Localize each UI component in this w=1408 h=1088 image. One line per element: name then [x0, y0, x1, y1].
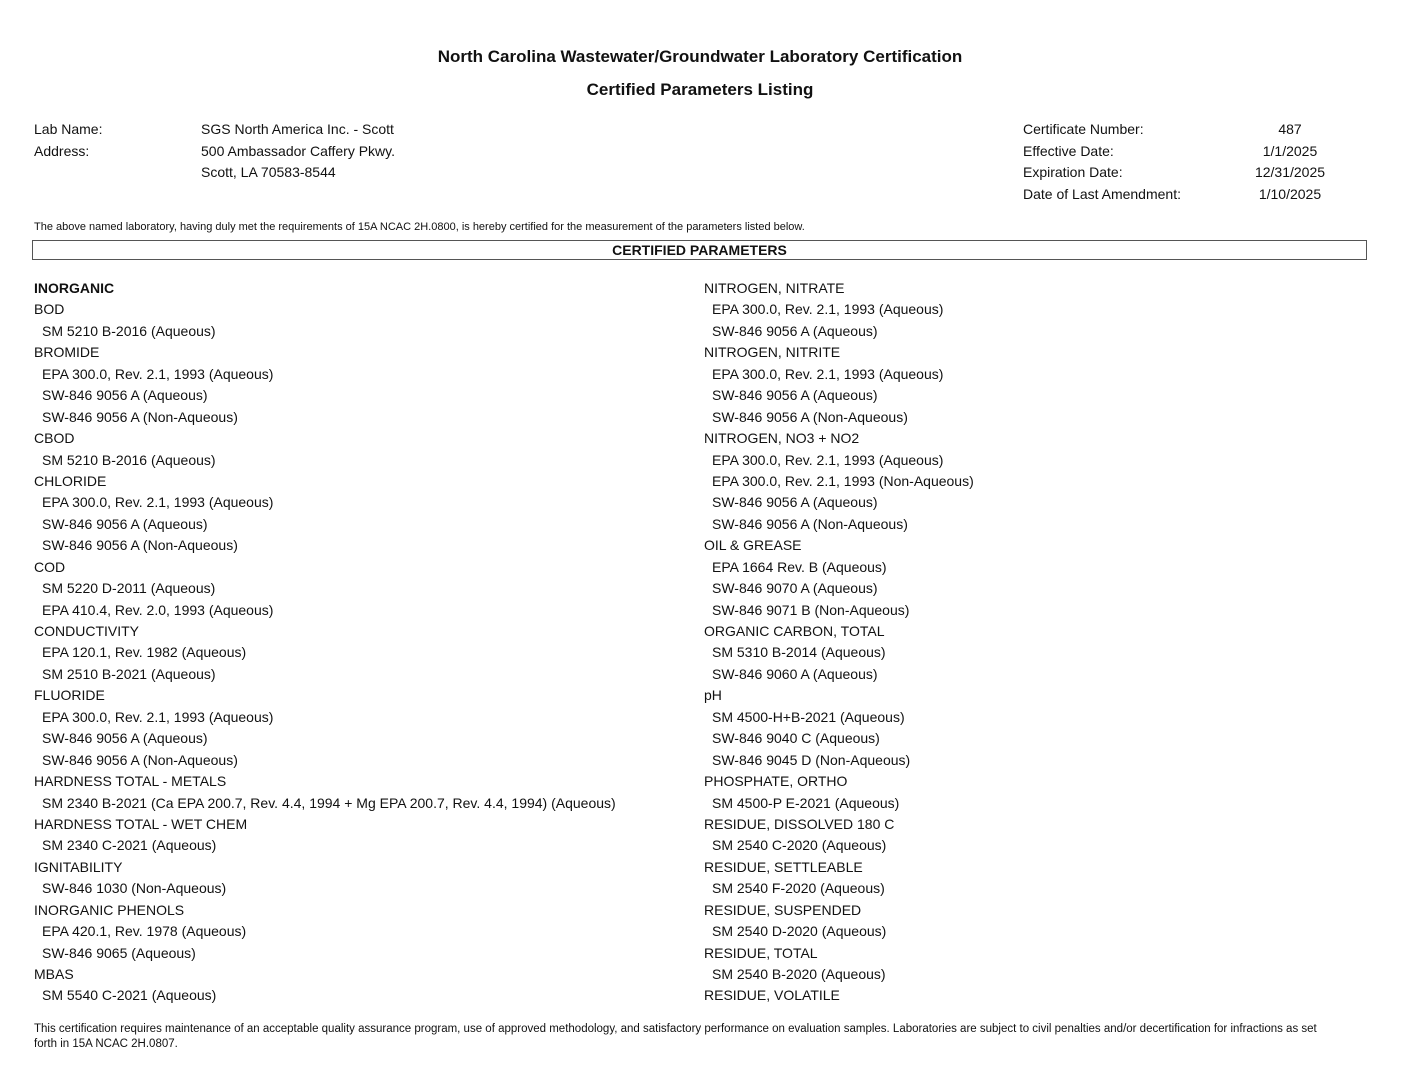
parameter-method: SM 2510 B-2021 (Aqueous) — [42, 665, 216, 682]
parameter-name: NITROGEN, NO3 + NO2 — [704, 430, 860, 447]
parameter-method: SW-846 9056 A (Aqueous) — [42, 730, 208, 747]
parameter-name: RESIDUE, DISSOLVED 180 C — [704, 815, 895, 832]
parameter-method: SM 4500-P E-2021 (Aqueous) — [712, 794, 900, 811]
amendment-date: 1/10/2025 — [1258, 185, 1322, 202]
parameter-method: SW-846 9056 A (Non-Aqueous) — [42, 408, 238, 425]
parameter-method: SW-846 9045 D (Non-Aqueous) — [712, 751, 911, 768]
parameter-method: EPA 300.0, Rev. 2.1, 1993 (Aqueous) — [42, 365, 274, 382]
certification-statement: The above named laboratory, having duly met the requirements of 15A NCAC 2H.0800, is hereby certified for the measurement of the parameters listed below. — [34, 221, 805, 233]
parameter-method: SM 5210 B-2016 (Aqueous) — [42, 451, 216, 468]
parameter-method: EPA 120.1, Rev. 1982 (Aqueous) — [42, 644, 247, 661]
parameter-method: EPA 410.4, Rev. 2.0, 1993 (Aqueous) — [42, 601, 274, 618]
parameter-name: HARDNESS TOTAL - WET CHEM — [34, 815, 248, 832]
parameter-method: SW-846 9056 A (Aqueous) — [712, 322, 878, 339]
lab-info-labels — [34, 119, 102, 162]
parameter-name: BROMIDE — [34, 344, 100, 361]
parameter-name: RESIDUE, VOLATILE — [704, 987, 840, 1004]
parameter-name: CHLORIDE — [34, 472, 107, 489]
lab-name: SGS North America Inc. - Scott — [201, 121, 394, 137]
parameter-method: SM 2540 F-2020 (Aqueous) — [712, 880, 885, 897]
lab-name-label: Lab Name: — [34, 121, 103, 137]
parameter-method: EPA 1664 Rev. B (Aqueous) — [712, 558, 887, 575]
certificate-labels — [1023, 119, 1181, 205]
effective-date: 1/1/2025 — [1262, 142, 1318, 159]
parameter-method: SW-846 9056 A (Non-Aqueous) — [712, 515, 908, 532]
parameter-method: SM 5210 B-2016 (Aqueous) — [42, 322, 216, 339]
parameter-name: OIL & GREASE — [704, 537, 802, 554]
parameter-method: SW-846 1030 (Non-Aqueous) — [42, 880, 227, 897]
parameter-method: EPA 300.0, Rev. 2.1, 1993 (Aqueous) — [712, 301, 944, 318]
parameter-method: EPA 300.0, Rev. 2.1, 1993 (Aqueous) — [42, 708, 274, 725]
parameter-name: CBOD — [34, 430, 75, 447]
parameter-method: SW-846 9056 A (Non-Aqueous) — [42, 537, 238, 554]
parameter-name: HARDNESS TOTAL - METALS — [34, 773, 227, 790]
parameter-method: EPA 300.0, Rev. 2.1, 1993 (Aqueous) — [712, 365, 944, 382]
parameter-name: COD — [34, 558, 66, 575]
parameter-method: SM 2540 B-2020 (Aqueous) — [712, 966, 886, 982]
document-title: North Carolina Wastewater/Groundwater Laboratory Certification — [437, 47, 963, 66]
parameter-method: SM 5310 B-2014 (Aqueous) — [712, 644, 886, 661]
address-label: Address: — [34, 142, 90, 159]
expiration-date: 12/31/2025 — [1254, 164, 1326, 180]
parameter-method: SW-846 9056 A (Aqueous) — [712, 387, 878, 404]
parameter-method: EPA 300.0, Rev. 2.1, 1993 (Non-Aqueous) — [712, 472, 974, 489]
parameter-method: SW-846 9071 B (Non-Aqueous) — [712, 601, 910, 618]
parameter-name: RESIDUE, TOTAL — [704, 944, 818, 961]
parameter-method: SW-846 9060 A (Aqueous) — [712, 665, 878, 682]
certificate-number: 487 — [1278, 121, 1302, 137]
parameter-name: PHOSPHATE, ORTHO — [704, 773, 848, 790]
parameter-method: SM 4500-H+B-2021 (Aqueous) — [712, 708, 905, 725]
parameter-name: CONDUCTIVITY — [34, 623, 139, 639]
parameter-name: FLUORIDE — [34, 687, 105, 704]
parameter-method: SW-846 9056 A (Aqueous) — [42, 387, 208, 404]
parameters-right-column — [704, 278, 974, 1007]
parameter-name: ORGANIC CARBON, TOTAL — [704, 623, 885, 639]
parameter-method: SW-846 9056 A (Non-Aqueous) — [712, 408, 908, 425]
parameter-method: SW-846 9065 (Aqueous) — [42, 944, 196, 961]
parameter-method: EPA 300.0, Rev. 2.1, 1993 (Aqueous) — [712, 451, 944, 468]
parameters-left-column — [34, 278, 616, 1007]
parameter-name: pH — [704, 687, 722, 704]
parameter-group: INORGANIC — [34, 280, 115, 296]
parameter-method: SM 2340 B-2021 (Ca EPA 200.7, Rev. 4.4, 1994 + Mg EPA 200.7, Rev. 4.4, 1994) (Aqueous) — [42, 794, 616, 811]
parameter-method: SW-846 9070 A (Aqueous) — [712, 580, 878, 597]
parameter-method: SW-846 9056 A (Non-Aqueous) — [42, 751, 238, 768]
address-line-1: 500 Ambassador Caffery Pkwy. — [201, 142, 396, 159]
parameter-method: SM 5540 C-2021 (Aqueous) — [42, 987, 217, 1004]
parameter-name: RESIDUE, SETTLEABLE — [704, 858, 863, 875]
parameter-method: SM 2540 D-2020 (Aqueous) — [712, 923, 887, 940]
parameter-name: MBAS — [34, 966, 74, 982]
parameter-method: SW-846 9056 A (Aqueous) — [42, 515, 208, 532]
expiration-date-label: Expiration Date: — [1023, 164, 1123, 180]
parameter-method: SW-846 9040 C (Aqueous) — [712, 730, 880, 747]
parameter-name: NITROGEN, NITRITE — [704, 344, 841, 361]
certified-parameters-header: CERTIFIED PARAMETERS — [32, 240, 1367, 260]
lab-info-values — [201, 119, 395, 184]
effective-date-label: Effective Date: — [1023, 142, 1114, 159]
parameter-method: EPA 300.0, Rev. 2.1, 1993 (Aqueous) — [42, 494, 274, 511]
parameter-name: IGNITABILITY — [34, 858, 123, 875]
parameter-method: SW-846 9056 A (Aqueous) — [712, 494, 878, 511]
parameter-method: EPA 420.1, Rev. 1978 (Aqueous) — [42, 923, 247, 940]
certificate-number-label: Certificate Number: — [1023, 121, 1144, 137]
footer-notice: This certification requires maintenance of an acceptable quality assurance program, use of approved methodology, and satisfactory performance on evaluation samples. Laboratories are subject to civil penalties and/or decertification for infractions as set forth in 15A NCAC 2H.0807. — [34, 1023, 1317, 1050]
parameter-name: INORGANIC PHENOLS — [34, 901, 185, 918]
document-subtitle: Certified Parameters Listing — [586, 80, 814, 99]
parameter-name: RESIDUE, SUSPENDED — [704, 901, 862, 918]
parameter-method: SM 2540 C-2020 (Aqueous) — [712, 837, 887, 854]
parameter-method: SM 5220 D-2011 (Aqueous) — [42, 580, 216, 597]
certificate-values — [1230, 119, 1350, 205]
parameter-name: BOD — [34, 301, 65, 318]
parameter-method: SM 2340 C-2021 (Aqueous) — [42, 837, 217, 854]
address-line-2: Scott, LA 70583-8544 — [201, 164, 336, 180]
parameter-name: NITROGEN, NITRATE — [704, 280, 845, 296]
amendment-date-label: Date of Last Amendment: — [1023, 185, 1181, 202]
